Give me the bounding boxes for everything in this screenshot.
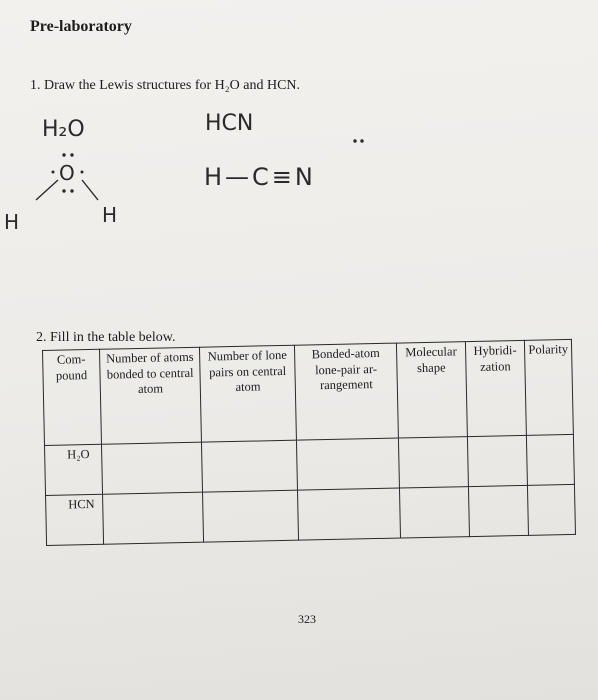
table-cell-blank[interactable]	[400, 487, 469, 538]
question-1-prompt: 1. Draw the Lewis structures for H₂O and HCN.	[30, 78, 301, 93]
table-cell-blank[interactable]	[399, 437, 468, 488]
table-cell-blank[interactable]	[528, 484, 576, 535]
header-hybridization: Hybridi-zation	[465, 340, 527, 436]
page-number: 323	[298, 612, 316, 626]
h2o-left-bond	[36, 180, 58, 200]
table-header-row	[43, 339, 574, 445]
table-cell-blank[interactable]	[467, 435, 528, 486]
prelab-table	[42, 339, 576, 546]
h2o-left-hydrogen: H	[4, 210, 20, 234]
hcn-handwritten-label: HCN	[205, 111, 254, 136]
row-compound-h2o: H₂O	[44, 444, 102, 495]
h2o-handwritten-label: H₂O	[42, 117, 85, 142]
table-cell-blank[interactable]	[527, 434, 575, 485]
table-cell-blank[interactable]	[202, 440, 298, 492]
h2o-oxygen-atom: O	[59, 161, 75, 185]
table-cell-blank[interactable]	[203, 490, 299, 542]
table-cell-blank[interactable]	[468, 485, 529, 536]
table-cell-blank[interactable]	[103, 492, 204, 544]
page-heading: Pre-laboratory	[30, 18, 132, 35]
hcn-structure: H—C≡N	[204, 163, 316, 191]
header-polarity: Polarity	[525, 339, 574, 435]
header-compound: Com-pound	[43, 349, 102, 445]
header-lone-pairs: Number of lone pairs on central atom	[200, 345, 297, 442]
header-molecular-shape: Molecular shape	[397, 342, 467, 438]
table-cell-blank[interactable]	[297, 488, 400, 540]
header-number-of-atoms: Number of atoms bonded to central atom	[99, 347, 201, 444]
table-cell-blank[interactable]	[101, 442, 202, 494]
question-2-prompt: 2. Fill in the table below.	[36, 330, 176, 345]
table-cell-blank[interactable]	[296, 438, 399, 490]
row-compound-hcn: HCN	[46, 494, 104, 545]
table-row	[46, 484, 576, 545]
h2o-right-bond	[82, 180, 98, 200]
h2o-right-hydrogen: H	[102, 203, 118, 227]
header-arrangement: Bonded-atom lone-pair ar-rangement	[294, 343, 398, 440]
